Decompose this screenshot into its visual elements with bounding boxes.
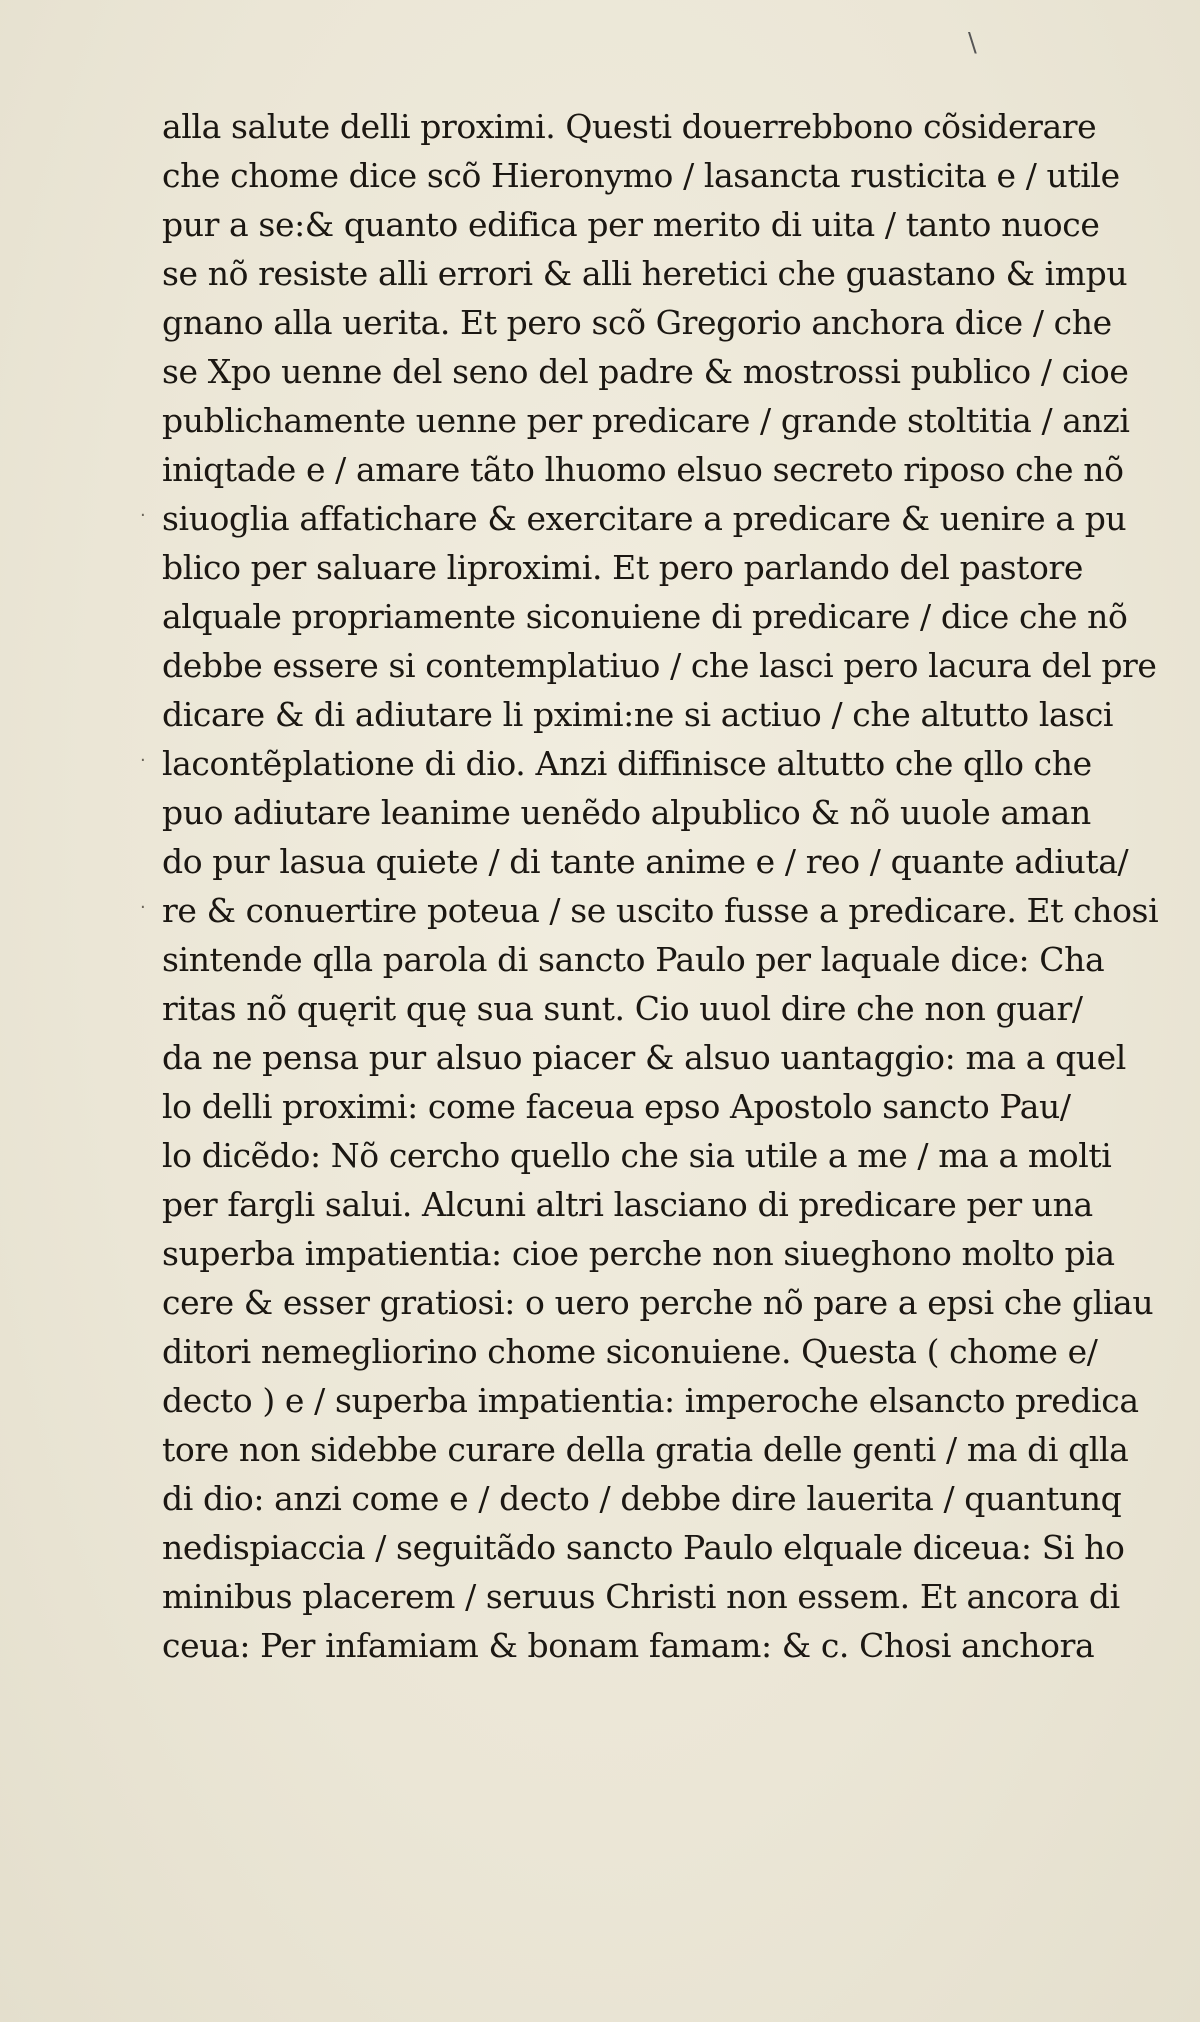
text-line: per fargli salui. Alcuni altri lasciano di predicare per una: [162, 1185, 1093, 1224]
text-line: blico per saluare liproximi. Et pero parlando del pastore: [162, 548, 1083, 587]
text-line: pur a se:& quanto edifica per merito di uita / tanto nuoce: [162, 205, 1100, 244]
text-line: lacontẽplatione di dio. Anzi diffinisce altutto che qllo che: [162, 744, 1092, 783]
text-line: decto ) e / superba impatientia: imperoche elsancto predica: [162, 1381, 1139, 1420]
text-line: lo dicẽdo: Nõ cercho quello che sia utile a me / ma a molti: [162, 1136, 1112, 1175]
text-line: se Xpo uenne del seno del padre & mostrossi publico / cioe: [162, 352, 1129, 391]
text-line: alquale propriamente siconuiene di predicare / dice che nõ: [162, 597, 1128, 636]
text-line: iniqtade e / amare tãto lhuomo elsuo secreto riposo che nõ: [162, 450, 1124, 489]
text-line: do pur lasua quiete / di tante anime e / reo / quante adiuta/: [162, 842, 1129, 881]
text-line: sintende qlla parola di sancto Paulo per laquale dice: Cha: [162, 940, 1105, 979]
margin-mark: ·: [140, 750, 146, 771]
text-line: minibus placerem / seruus Christi non essem. Et ancora di: [162, 1577, 1120, 1616]
text-line: tore non sidebbe curare della gratia delle genti / ma di qlla: [162, 1430, 1129, 1469]
text-line: se nõ resiste alli errori & alli heretici che guastano & impu: [162, 254, 1128, 293]
text-block: [162, 102, 1159, 1670]
text-line: gnano alla uerita. Et pero scõ Gregorio anchora dice / che: [162, 303, 1112, 342]
text-line: lo delli proximi: come faceua epso Apostolo sancto Pau/: [162, 1087, 1071, 1126]
text-line: ceua: Per infamiam & bonam famam: & c. Chosi anchora: [162, 1626, 1095, 1665]
text-line: siuoglia affatichare & exercitare a predicare & uenire a pu: [162, 499, 1127, 538]
text-line: nedispiaccia / seguitãdo sancto Paulo elquale diceua: Si ho: [162, 1528, 1125, 1567]
text-line: ditori nemegliorino chome siconuiene. Questa ( chome e/: [162, 1332, 1098, 1371]
margin-mark: ·: [140, 897, 146, 918]
text-line: dicare & di adiutare li pximi:ne si actiuo / che altutto lasci: [162, 695, 1114, 734]
text-line: publichamente uenne per predicare / grande stoltitia / anzi: [162, 401, 1130, 440]
text-line: alla salute delli proximi. Questi douerrebbono cõsiderare: [162, 107, 1097, 146]
text-line: debbe essere si contemplatiuo / che lasci pero lacura del pre: [162, 646, 1157, 685]
text-line: superba impatientia: cioe perche non siueghono molto pia: [162, 1234, 1115, 1273]
text-line: re & conuertire poteua / se uscito fusse a predicare. Et chosi: [162, 891, 1159, 930]
text-line: cere & esser gratiosi: o uero perche nõ pare a epsi che gliau: [162, 1283, 1154, 1322]
text-line: che chome dice scõ Hieronymo / lasancta rusticita e / utile: [162, 156, 1120, 195]
text-line: ritas nõ quęrit quę sua sunt. Cio uuol dire che non guar/: [162, 989, 1083, 1028]
text-line: da ne pensa pur alsuo piacer & alsuo uantaggio: ma a quel: [162, 1038, 1126, 1077]
margin-mark: ·: [140, 505, 146, 526]
text-line: puo adiutare leanime uenẽdo alpublico & nõ uuole aman: [162, 793, 1091, 832]
corner-mark: \: [968, 28, 977, 58]
text-line: di dio: anzi come e / decto / debbe dire lauerita / quantunq: [162, 1479, 1122, 1518]
